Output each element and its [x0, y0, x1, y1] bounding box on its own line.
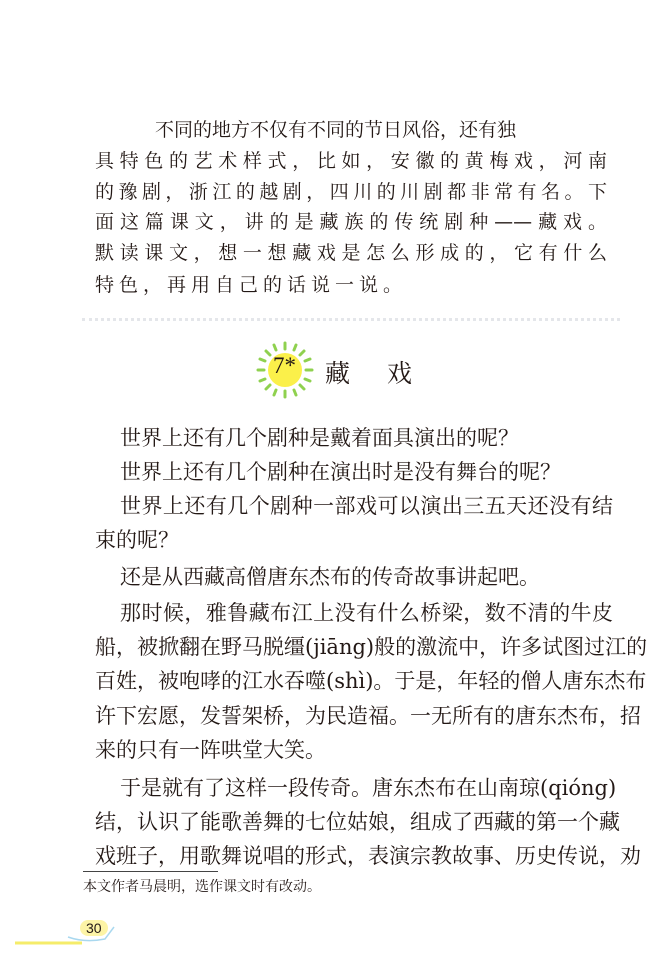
page-number: 30: [80, 920, 108, 936]
footnote: 本文作者马晨明，选作课文时有改动。: [83, 879, 321, 895]
body-line: 世界上还有几个剧种是戴着面具演出的呢？: [120, 426, 519, 450]
body-line: 还是从西藏高僧唐东杰布的传奇故事讲起吧。: [120, 565, 540, 589]
intro-line: 具特色的艺术样式，比如，安徽的黄梅戏，河南: [95, 150, 607, 172]
body-line: 百姓，被咆哮的江水吞噬(shì)。于是，年轻的僧人唐东杰布: [95, 669, 647, 693]
body-line: 于是就有了这样一段传奇。唐东杰布在山南琼(qióng): [120, 776, 617, 800]
intro-line: 默读课文，想一想藏戏是怎么形成的，它有什么: [95, 242, 607, 264]
pre-reading-prompt: [82, 108, 620, 321]
intro-line: 面这篇课文，讲的是藏族的传统剧种——藏戏。: [95, 211, 607, 233]
body-line: 那时候，雅鲁藏布江上没有什么桥梁，数不清的牛皮: [120, 601, 613, 625]
body-line: 来的只有一阵哄堂大笑。: [95, 738, 326, 762]
body-line: 许下宏愿，发誓架桥，为民造福。一无所有的唐东杰布，招: [95, 704, 641, 728]
footnote-divider: [83, 871, 218, 872]
intro-line: 特色，再用自己的话说一说。: [95, 274, 408, 296]
title-char: 藏: [325, 359, 351, 388]
lesson-number: 7*: [273, 353, 296, 378]
intro-line: 的豫剧，浙江的越剧，四川的川剧都非常有名。下: [95, 181, 607, 203]
intro-line: 不同的地方不仅有不同的节日风俗，还有独: [155, 119, 517, 141]
body-line: 结，认识了能歌善舞的七位姑娘，组成了西藏的第一个藏: [95, 810, 620, 834]
title-char: 戏: [387, 359, 413, 388]
body-line: 束的呢？: [95, 528, 179, 552]
lesson-title: [255, 340, 455, 400]
body-line: 世界上还有几个剧种一部戏可以演出三五天还没有结: [120, 494, 613, 518]
body-line: 戏班子，用歌舞说唱的形式，表演宗教故事、历史传说，劝: [95, 844, 641, 868]
body-line: 世界上还有几个剧种在演出时是没有舞台的呢？: [120, 460, 561, 484]
body-line: 船，被掀翻在野马脱缰(jiāng)般的激流中，许多试图过江的: [95, 635, 648, 659]
